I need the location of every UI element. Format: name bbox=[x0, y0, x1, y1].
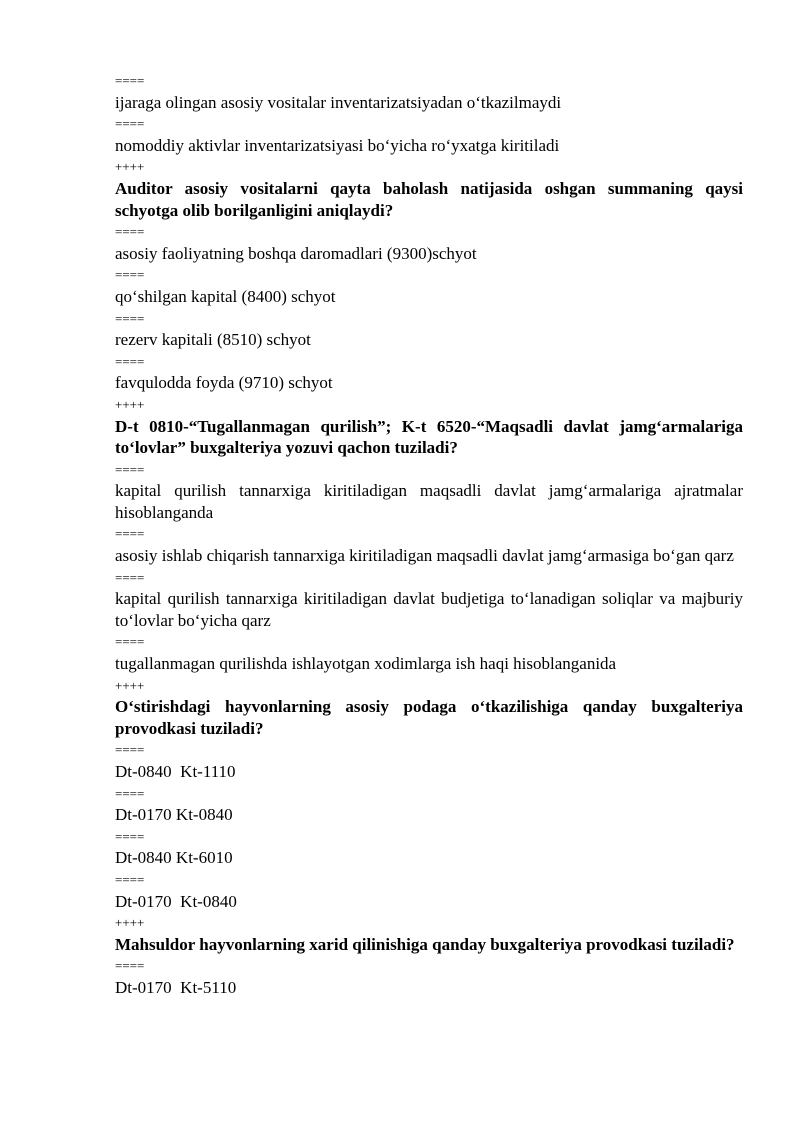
answer-separator: ==== bbox=[115, 310, 145, 326]
answer-separator: ==== bbox=[115, 116, 145, 132]
answer-option: Dt-0170 Kt-5110 bbox=[115, 977, 237, 997]
answer-option: Dt-0170 Kt-0840 bbox=[115, 891, 237, 911]
answer-separator: ==== bbox=[115, 828, 145, 844]
answer-option: rezerv kapitali (8510) schyot bbox=[115, 330, 311, 350]
answer-option: asosiy faoliyatning boshqa daromadlari (9300)schyot bbox=[115, 243, 477, 263]
answer-option: Dt-0840 Kt-1110 bbox=[115, 762, 236, 781]
answer-separator: ==== bbox=[115, 569, 145, 585]
answer-option: qo‘shilgan kapital (8400) schyot bbox=[115, 286, 336, 306]
answer-option: Dt-0840 Kt-6010 bbox=[115, 848, 233, 868]
answer-separator: ==== bbox=[115, 958, 145, 974]
answer-separator: ==== bbox=[115, 461, 145, 477]
question-separator: ++++ bbox=[115, 159, 145, 175]
answer-separator: ==== bbox=[115, 742, 145, 758]
question-separator: ++++ bbox=[115, 396, 145, 412]
answer-option: kapital qurilish tannarxiga kiritiladigan maqsadli davlat jamg‘armalariga ajratmalar hisoblanganda bbox=[115, 481, 748, 522]
document-page bbox=[115, 70, 748, 999]
answer-separator: ==== bbox=[115, 353, 145, 369]
question-separator: ++++ bbox=[115, 677, 145, 693]
question-text: Auditor asosiy vositalarni qayta baholash natijasida oshgan summaning qaysi schyotga olib borilganligini aniqlaydi? bbox=[115, 178, 748, 220]
answer-separator: ==== bbox=[115, 634, 145, 650]
answer-separator: ==== bbox=[115, 224, 145, 240]
question-separator: ++++ bbox=[115, 915, 145, 931]
answer-separator: ==== bbox=[115, 73, 145, 88]
answer-option: asosiy ishlab chiqarish tannarxiga kiritiladigan maqsadli davlat jamg‘armasiga bo‘gan qarz bbox=[115, 546, 734, 566]
answer-option: kapital qurilish tannarxiga kiritiladigan davlat budjetiga to‘lanadigan soliqlar va majburiy to‘lovlar bo‘yicha qarz bbox=[115, 589, 748, 630]
answer-option: ijaraga olingan asosiy vositalar inventarizatsiyadan o‘tkazilmaydi bbox=[115, 92, 562, 112]
answer-option: Dt-0170 Kt-0840 bbox=[115, 805, 233, 825]
answer-separator: ==== bbox=[115, 785, 145, 801]
answer-option: favqulodda foyda (9710) schyot bbox=[115, 373, 333, 393]
question-text: D-t 0810-“Tugallanmagan qurilish”; K-t 6520-“Maqsadli davlat jamg‘armalariga to‘lovlar” buxgalteriya yozuvi qachon tuziladi? bbox=[115, 416, 748, 458]
answer-separator: ==== bbox=[115, 871, 145, 887]
question-text: Mahsuldor hayvonlarning xarid qilinishiga qanday buxgalteriya provodkasi tuziladi? bbox=[115, 934, 735, 954]
answer-option: tugallanmagan qurilishda ishlayotgan xodimlarga ish haqi hisoblanganida bbox=[115, 654, 617, 674]
answer-separator: ==== bbox=[115, 526, 145, 542]
question-text: O‘stirishdagi hayvonlarning asosiy podaga o‘tkazilishiga qanday buxgalteriya provodkasi tuziladi? bbox=[115, 697, 748, 738]
answer-option: nomoddiy aktivlar inventarizatsiyasi bo‘yicha ro‘yxatga kiritiladi bbox=[115, 135, 560, 155]
answer-separator: ==== bbox=[115, 267, 145, 283]
